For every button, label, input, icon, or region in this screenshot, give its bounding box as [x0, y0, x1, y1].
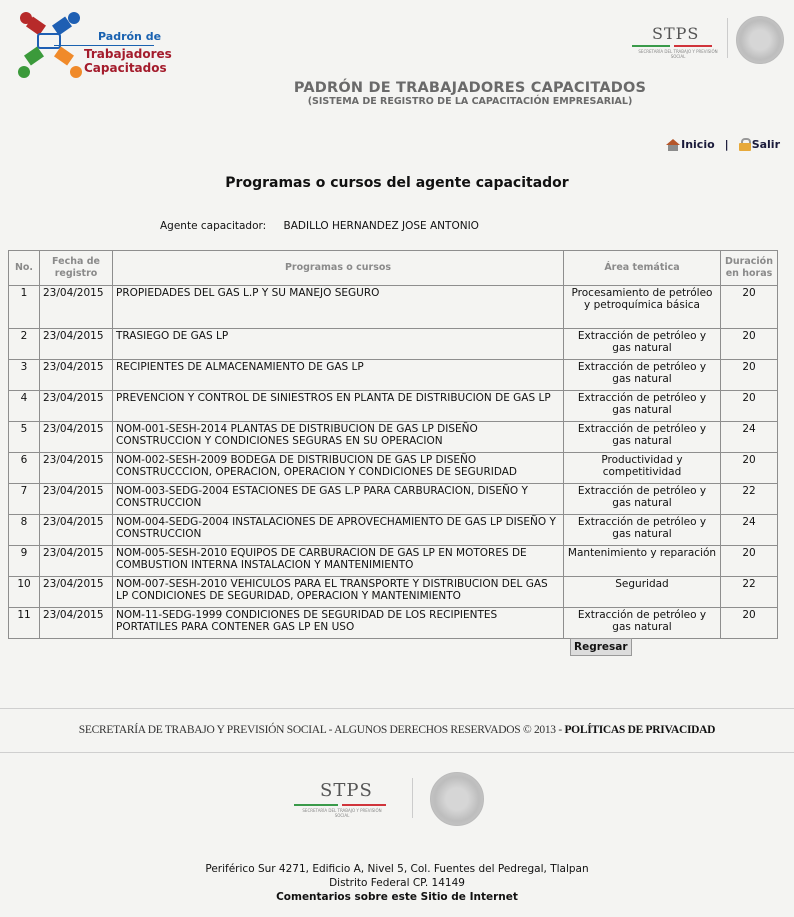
- logo-line2: Trabajadores: [84, 47, 172, 61]
- lock-icon: [739, 138, 751, 151]
- cell-programa: NOM-001-SESH-2014 PLANTAS DE DISTRIBUCION DE GAS LP DISEÑO CONSTRUCCION Y CONDICIONES SEGURAS EN SU OPERACION: [113, 422, 564, 453]
- cell-area: Extracción de petróleo y gas natural: [564, 608, 721, 639]
- cell-duracion: 20: [721, 360, 778, 391]
- footer-mexico-seal-icon: [430, 772, 484, 826]
- cell-duracion: 20: [721, 546, 778, 577]
- privacy-link[interactable]: POLÍTICAS DE PRIVACIDAD: [564, 724, 716, 736]
- cell-fecha: 23/04/2015: [40, 515, 113, 546]
- cell-area: Extracción de petróleo y gas natural: [564, 422, 721, 453]
- comments-link[interactable]: Comentarios sobre este Sitio de Internet: [276, 891, 518, 903]
- table-row: [9, 515, 778, 546]
- cell-no: 1: [9, 286, 40, 329]
- table-row: [9, 546, 778, 577]
- agent-label: Agente capacitador:: [160, 220, 267, 232]
- cell-fecha: 23/04/2015: [40, 546, 113, 577]
- logout-link[interactable]: [739, 138, 780, 151]
- logo-line1: Padrón de: [98, 30, 162, 43]
- table-row: [9, 577, 778, 608]
- cell-duracion: 24: [721, 515, 778, 546]
- header-programa: Programas o cursos: [113, 251, 564, 286]
- header-no: No.: [9, 251, 40, 286]
- cell-fecha: 23/04/2015: [40, 391, 113, 422]
- cell-duracion: 22: [721, 577, 778, 608]
- cell-no: 5: [9, 422, 40, 453]
- cell-area: Extracción de petróleo y gas natural: [564, 515, 721, 546]
- home-icon: [666, 139, 680, 151]
- cell-no: 3: [9, 360, 40, 391]
- table-row: [9, 360, 778, 391]
- copyright: [0, 724, 794, 736]
- cell-no: 10: [9, 577, 40, 608]
- cell-area: Extracción de petróleo y gas natural: [564, 360, 721, 391]
- footer-divider-top: [0, 708, 794, 709]
- footer-divider-bottom: [0, 752, 794, 753]
- cell-area: Mantenimiento y reparación: [564, 546, 721, 577]
- cell-programa: PROPIEDADES DEL GAS L.P Y SU MANEJO SEGURO: [113, 286, 564, 329]
- padron-logo: [16, 10, 172, 80]
- table-row: [9, 608, 778, 639]
- cell-no: 2: [9, 329, 40, 360]
- top-nav: [666, 138, 780, 151]
- cell-area: Extracción de petróleo y gas natural: [564, 484, 721, 515]
- footer-red-bar: [342, 804, 386, 806]
- cell-no: 4: [9, 391, 40, 422]
- cell-fecha: 23/04/2015: [40, 286, 113, 329]
- cell-no: 9: [9, 546, 40, 577]
- cell-programa: NOM-004-SEDG-2004 INSTALACIONES DE APROVECHAMIENTO DE GAS LP DISEÑO Y CONSTRUCCION: [113, 515, 564, 546]
- cell-duracion: 20: [721, 453, 778, 484]
- cell-fecha: 23/04/2015: [40, 422, 113, 453]
- cell-duracion: 20: [721, 286, 778, 329]
- address-line1: Periférico Sur 4271, Edificio A, Nivel 5, Col. Fuentes del Pedregal, Tlalpan: [205, 863, 589, 875]
- stps-red-bar: [674, 45, 712, 47]
- header-area: Área temática: [564, 251, 721, 286]
- footer-logo-divider: [412, 778, 413, 818]
- cell-duracion: 22: [721, 484, 778, 515]
- cell-area: Seguridad: [564, 577, 721, 608]
- footer-stps-wordmark: STPS: [320, 780, 373, 801]
- table-row: [9, 329, 778, 360]
- cell-programa: NOM-003-SEDG-2004 ESTACIONES DE GAS L.P PARA CARBURACION, DISEÑO Y CONSTRUCCION: [113, 484, 564, 515]
- address-line2: Distrito Federal CP. 14149: [329, 877, 465, 889]
- logout-link-label: Salir: [751, 138, 780, 151]
- back-button[interactable]: Regresar: [570, 638, 632, 656]
- cell-programa: NOM-005-SESH-2010 EQUIPOS DE CARBURACION DE GAS LP EN MOTORES DE COMBUSTION INTERNA INSTALACION Y MANTENIMIENTO: [113, 546, 564, 577]
- cell-fecha: 23/04/2015: [40, 577, 113, 608]
- header-duracion: Duración en horas: [721, 251, 778, 286]
- cell-fecha: 23/04/2015: [40, 484, 113, 515]
- cell-area: Productividad y competitividad: [564, 453, 721, 484]
- system-title: PADRÓN DE TRABAJADORES CAPACITADOS: [293, 80, 647, 96]
- stps-logo: [632, 14, 782, 64]
- courses-table: [8, 250, 778, 639]
- cell-fecha: 23/04/2015: [40, 453, 113, 484]
- cell-area: Procesamiento de petróleo y petroquímica básica: [564, 286, 721, 329]
- stps-subtitle: SECRETARÍA DEL TRABAJO Y PREVISIÓN SOCIAL: [638, 49, 718, 59]
- table-header-row: [9, 251, 778, 286]
- cell-area: Extracción de petróleo y gas natural: [564, 329, 721, 360]
- cell-duracion: 20: [721, 608, 778, 639]
- page-title: Programas o cursos del agente capacitador: [225, 175, 569, 191]
- address-block: [0, 862, 794, 904]
- home-link-label: Inicio: [681, 138, 715, 151]
- cell-programa: NOM-002-SESH-2009 BODEGA DE DISTRIBUCION DE GAS LP DISEÑO CONSTRUCCCION, OPERACION, OPERACION Y CONDICIONES DE SEGURIDAD: [113, 453, 564, 484]
- cell-fecha: 23/04/2015: [40, 608, 113, 639]
- cell-programa: NOM-11-SEDG-1999 CONDICIONES DE SEGURIDAD DE LOS RECIPIENTES PORTATILES PARA CONTENER GAS LP EN USO: [113, 608, 564, 639]
- mexico-seal-icon: [736, 16, 784, 64]
- cell-fecha: 23/04/2015: [40, 329, 113, 360]
- cell-area: Extracción de petróleo y gas natural: [564, 391, 721, 422]
- stps-green-bar: [632, 45, 670, 47]
- nav-separator: |: [724, 138, 729, 151]
- system-subtitle: (SISTEMA DE REGISTRO DE LA CAPACITACIÓN EMPRESARIAL): [307, 96, 633, 107]
- cell-programa: TRASIEGO DE GAS LP: [113, 329, 564, 360]
- logo-divider: [727, 18, 728, 58]
- cell-programa: RECIPIENTES DE ALMACENAMIENTO DE GAS LP: [113, 360, 564, 391]
- agent-name: BADILLO HERNANDEZ JOSE ANTONIO: [283, 220, 479, 232]
- home-link[interactable]: [666, 138, 715, 151]
- cell-programa: PREVENCION Y CONTROL DE SINIESTROS EN PLANTA DE DISTRIBUCION DE GAS LP: [113, 391, 564, 422]
- table-row: [9, 286, 778, 329]
- footer-green-bar: [294, 804, 338, 806]
- agent-info: [160, 220, 479, 232]
- cell-fecha: 23/04/2015: [40, 360, 113, 391]
- table-row: [9, 391, 778, 422]
- table-row: [9, 453, 778, 484]
- logo-line3: Capacitados: [84, 61, 167, 75]
- cell-programa: NOM-007-SESH-2010 VEHICULOS PARA EL TRANSPORTE Y DISTRIBUCION DEL GAS LP CONDICIONES DE SEGURIDAD, OPERACION Y MANTENIMIENTO: [113, 577, 564, 608]
- footer-stps-subtitle: SECRETARÍA DEL TRABAJO Y PREVISIÓN SOCIAL: [302, 808, 382, 818]
- table-row: [9, 422, 778, 453]
- cell-no: 8: [9, 515, 40, 546]
- table-row: [9, 484, 778, 515]
- stps-wordmark: STPS: [652, 24, 700, 43]
- cell-no: 7: [9, 484, 40, 515]
- cell-duracion: 20: [721, 329, 778, 360]
- stps-footer-logo: [290, 770, 490, 825]
- copyright-text: SECRETARÍA DE TRABAJO Y PREVISIÓN SOCIAL - ALGUNOS DERECHOS RESERVADOS © 2013 -: [78, 724, 562, 736]
- header-fecha: Fecha de registro: [40, 251, 113, 286]
- cell-duracion: 24: [721, 422, 778, 453]
- cell-no: 11: [9, 608, 40, 639]
- cell-duracion: 20: [721, 391, 778, 422]
- cell-no: 6: [9, 453, 40, 484]
